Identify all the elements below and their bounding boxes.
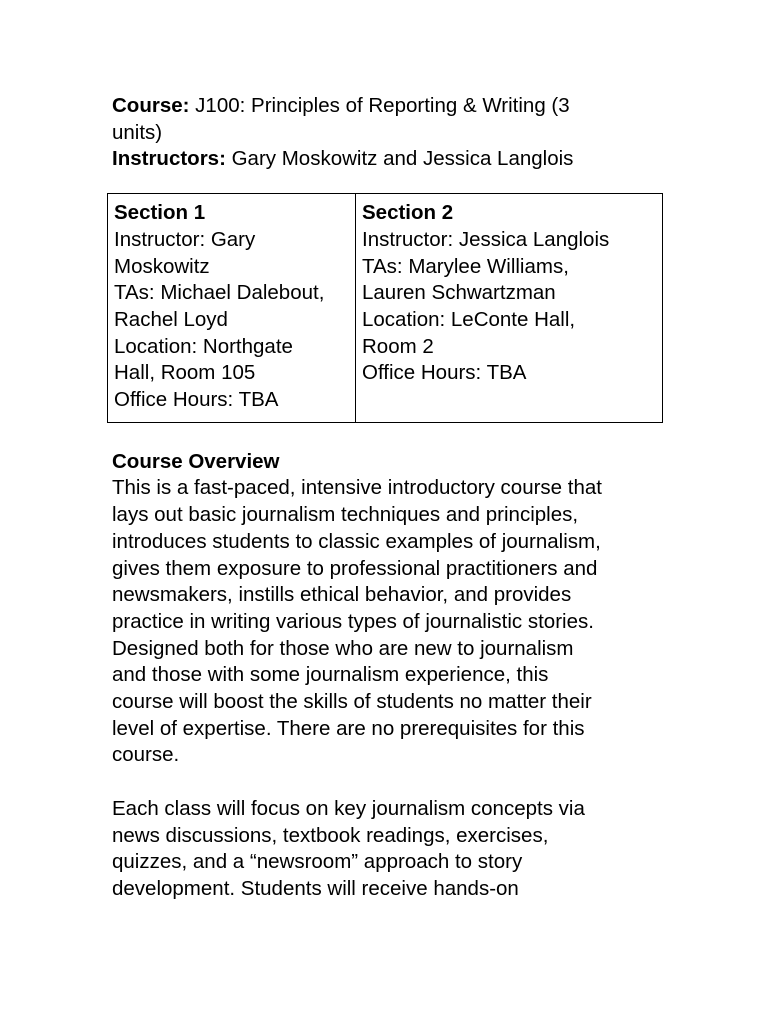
section-2-line: Location: LeConte Hall, bbox=[362, 307, 576, 331]
syllabus-page bbox=[112, 93, 672, 903]
overview-paragraph-1 bbox=[112, 475, 672, 769]
paragraph-line: practice in writing various types of journalistic stories. bbox=[112, 609, 594, 633]
section-1-line: Hall, Room 105 bbox=[114, 361, 256, 385]
instructors-value: Gary Moskowitz and Jessica Langlois bbox=[231, 147, 574, 171]
section-1-cell bbox=[108, 194, 356, 423]
section-1-line: Rachel Loyd bbox=[114, 307, 228, 331]
paragraph-line: Designed both for those who are new to journalism bbox=[112, 636, 574, 660]
instructors-line bbox=[112, 146, 672, 173]
paragraph-line: lays out basic journalism techniques and principles, bbox=[112, 503, 579, 527]
course-value-continued: units) bbox=[112, 120, 163, 144]
paragraph-line: development. Students will receive hands-on bbox=[112, 876, 519, 900]
paragraph-line: gives them exposure to professional practitioners and bbox=[112, 556, 598, 580]
section-1-heading: Section 1 bbox=[114, 201, 206, 225]
section-2-line: Instructor: Jessica Langlois bbox=[362, 227, 610, 251]
paragraph-line: introduces students to classic examples of journalism, bbox=[112, 529, 601, 553]
course-label: Course: bbox=[112, 94, 190, 117]
course-overview bbox=[112, 449, 672, 903]
section-1-line: Location: Northgate bbox=[114, 334, 293, 358]
section-2-line: Room 2 bbox=[362, 334, 434, 358]
section-1-line: Instructor: Gary bbox=[114, 227, 256, 251]
paragraph-line: course will boost the skills of students no matter their bbox=[112, 690, 592, 714]
section-1-line: Office Hours: TBA bbox=[114, 388, 279, 412]
paragraph-line: and those with some journalism experience, this bbox=[112, 663, 549, 687]
course-line bbox=[112, 93, 672, 120]
course-value: J100: Principles of Reporting & Writing (3 bbox=[195, 94, 570, 117]
section-2-line: Office Hours: TBA bbox=[362, 361, 527, 385]
paragraph-line: course. bbox=[112, 743, 180, 767]
instructors-label: Instructors: bbox=[112, 147, 226, 171]
section-2-cell bbox=[356, 194, 663, 423]
section-2-heading: Section 2 bbox=[362, 201, 454, 225]
paragraph-line: newsmakers, instills ethical behavior, and provides bbox=[112, 583, 572, 607]
course-overview-heading: Course Overview bbox=[112, 449, 280, 473]
paragraph-line: Each class will focus on key journalism concepts via bbox=[112, 796, 585, 820]
overview-paragraph-2 bbox=[112, 796, 672, 903]
sections-table bbox=[107, 193, 663, 423]
section-2-line: TAs: Marylee Williams, bbox=[362, 254, 569, 278]
paragraph-line: This is a fast-paced, intensive introductory course that bbox=[112, 476, 602, 500]
paragraph-line: level of expertise. There are no prerequisites for this bbox=[112, 716, 585, 740]
section-1-line: TAs: Michael Dalebout, bbox=[114, 281, 325, 305]
sections-row bbox=[108, 194, 663, 423]
section-2-line: Lauren Schwartzman bbox=[362, 281, 556, 305]
section-1-line: Moskowitz bbox=[114, 254, 210, 278]
paragraph-line: news discussions, textbook readings, exercises, bbox=[112, 823, 549, 847]
paragraph-line: quizzes, and a “newsroom” approach to story bbox=[112, 850, 523, 874]
course-info bbox=[112, 93, 672, 173]
